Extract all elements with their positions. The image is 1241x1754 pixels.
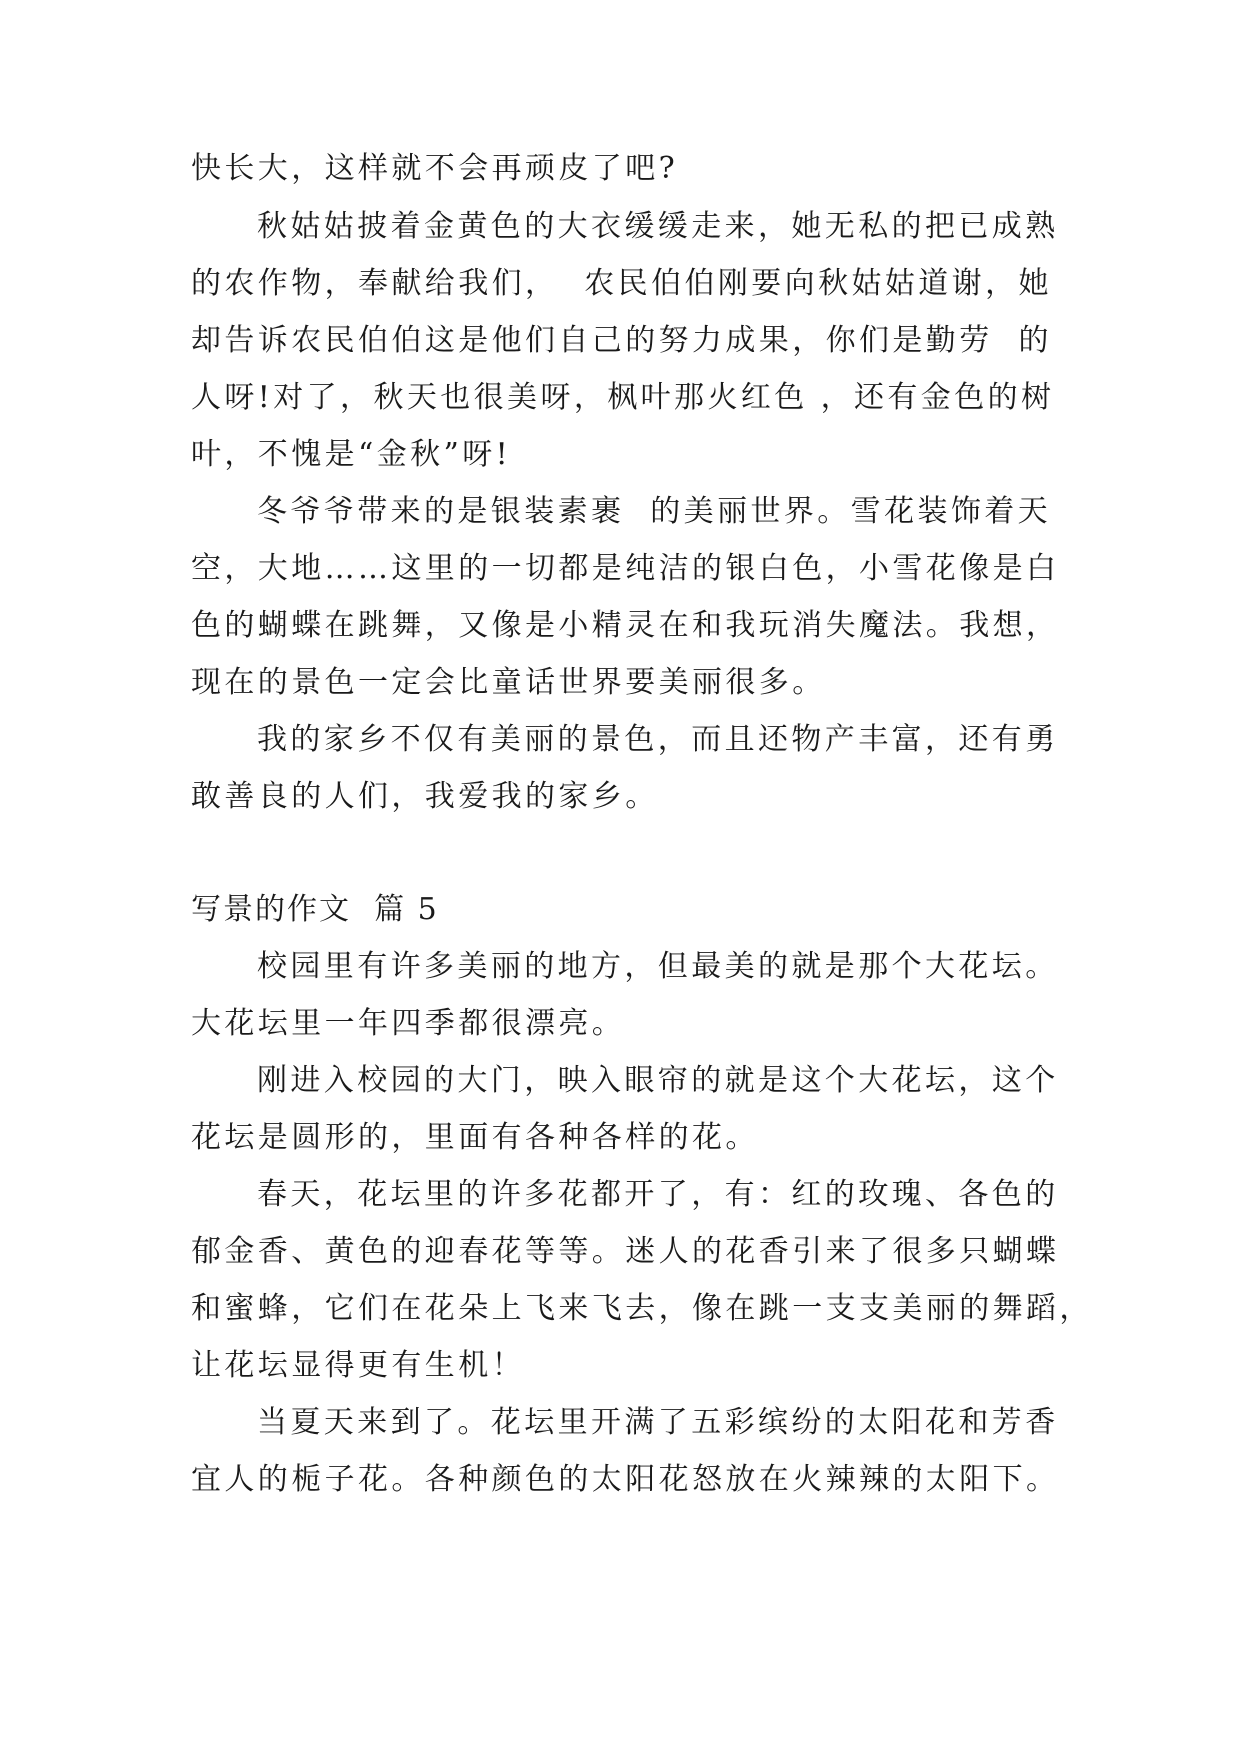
paragraph-first-line: 秋姑姑披着金黄色的大衣缓缓走来，她无私的把已成熟 [257,209,1059,244]
text-line: 现在的景色一定会比童话世界要美丽很多。 [191,665,826,700]
paragraph-first-line: 当夏天来到了。花坛里开满了五彩缤纷的太阳花和芳香 [257,1405,1059,1440]
text-line: 叶，不愧是“金秋”呀! [191,437,512,472]
text-line: 花坛是圆形的，里面有各种各样的花。 [191,1120,759,1155]
text-line: 郁金香、黄色的迎春花等等。迷人的花香引来了很多只蝴蝶 [191,1234,1060,1269]
text-line: 大花坛里一年四季都很漂亮。 [191,1006,626,1041]
text-line: 宜人的栀子花。各种颜色的太阳花怒放在火辣辣的太阳下。 [191,1462,1060,1497]
text-line: 却告诉农民伯伯这是他们自己的努力成果，你们是勤劳 的 [191,323,1052,358]
paragraph-first-line: 校园里有许多美丽的地方，但最美的就是那个大花坛。 [257,949,1059,984]
text-line: 空，大地……这里的一切都是纯洁的银白色，小雪花像是白 [191,551,1060,586]
text-line: 的农作物，奉献给我们， 农民伯伯刚要向秋姑姑道谢，她 [191,266,1052,301]
text-line: 让花坛显得更有生机！ [191,1348,525,1383]
text-line: 敢善良的人们，我爱我的家乡。 [191,779,659,814]
section-heading: 写景的作文 篇 5 [191,892,439,927]
paragraph-first-line: 冬爷爷带来的是银装素裹 的美丽世界。雪花装饰着天 [257,494,1052,529]
text-line: 和蜜蜂，它们在花朵上飞来飞去，像在跳一支支美丽的舞蹈， [191,1291,1093,1326]
paragraph-first-line: 刚进入校园的大门，映入眼帘的就是这个大花坛，这个 [257,1063,1059,1098]
text-line: 快长大，这样就不会再顽皮了吧? [191,151,679,186]
paragraph-first-line: 春天，花坛里的许多花都开了，有：红的玫瑰、各色的 [257,1177,1059,1212]
text-line: 色的蝴蝶在跳舞，又像是小精灵在和我玩消失魔法。我想， [191,608,1060,643]
text-line: 人呀!对了，秋天也很美呀，枫叶那火红色 ，还有金色的树 [191,380,1055,415]
paragraph-first-line: 我的家乡不仅有美丽的景色，而且还物产丰富，还有勇 [257,722,1059,757]
